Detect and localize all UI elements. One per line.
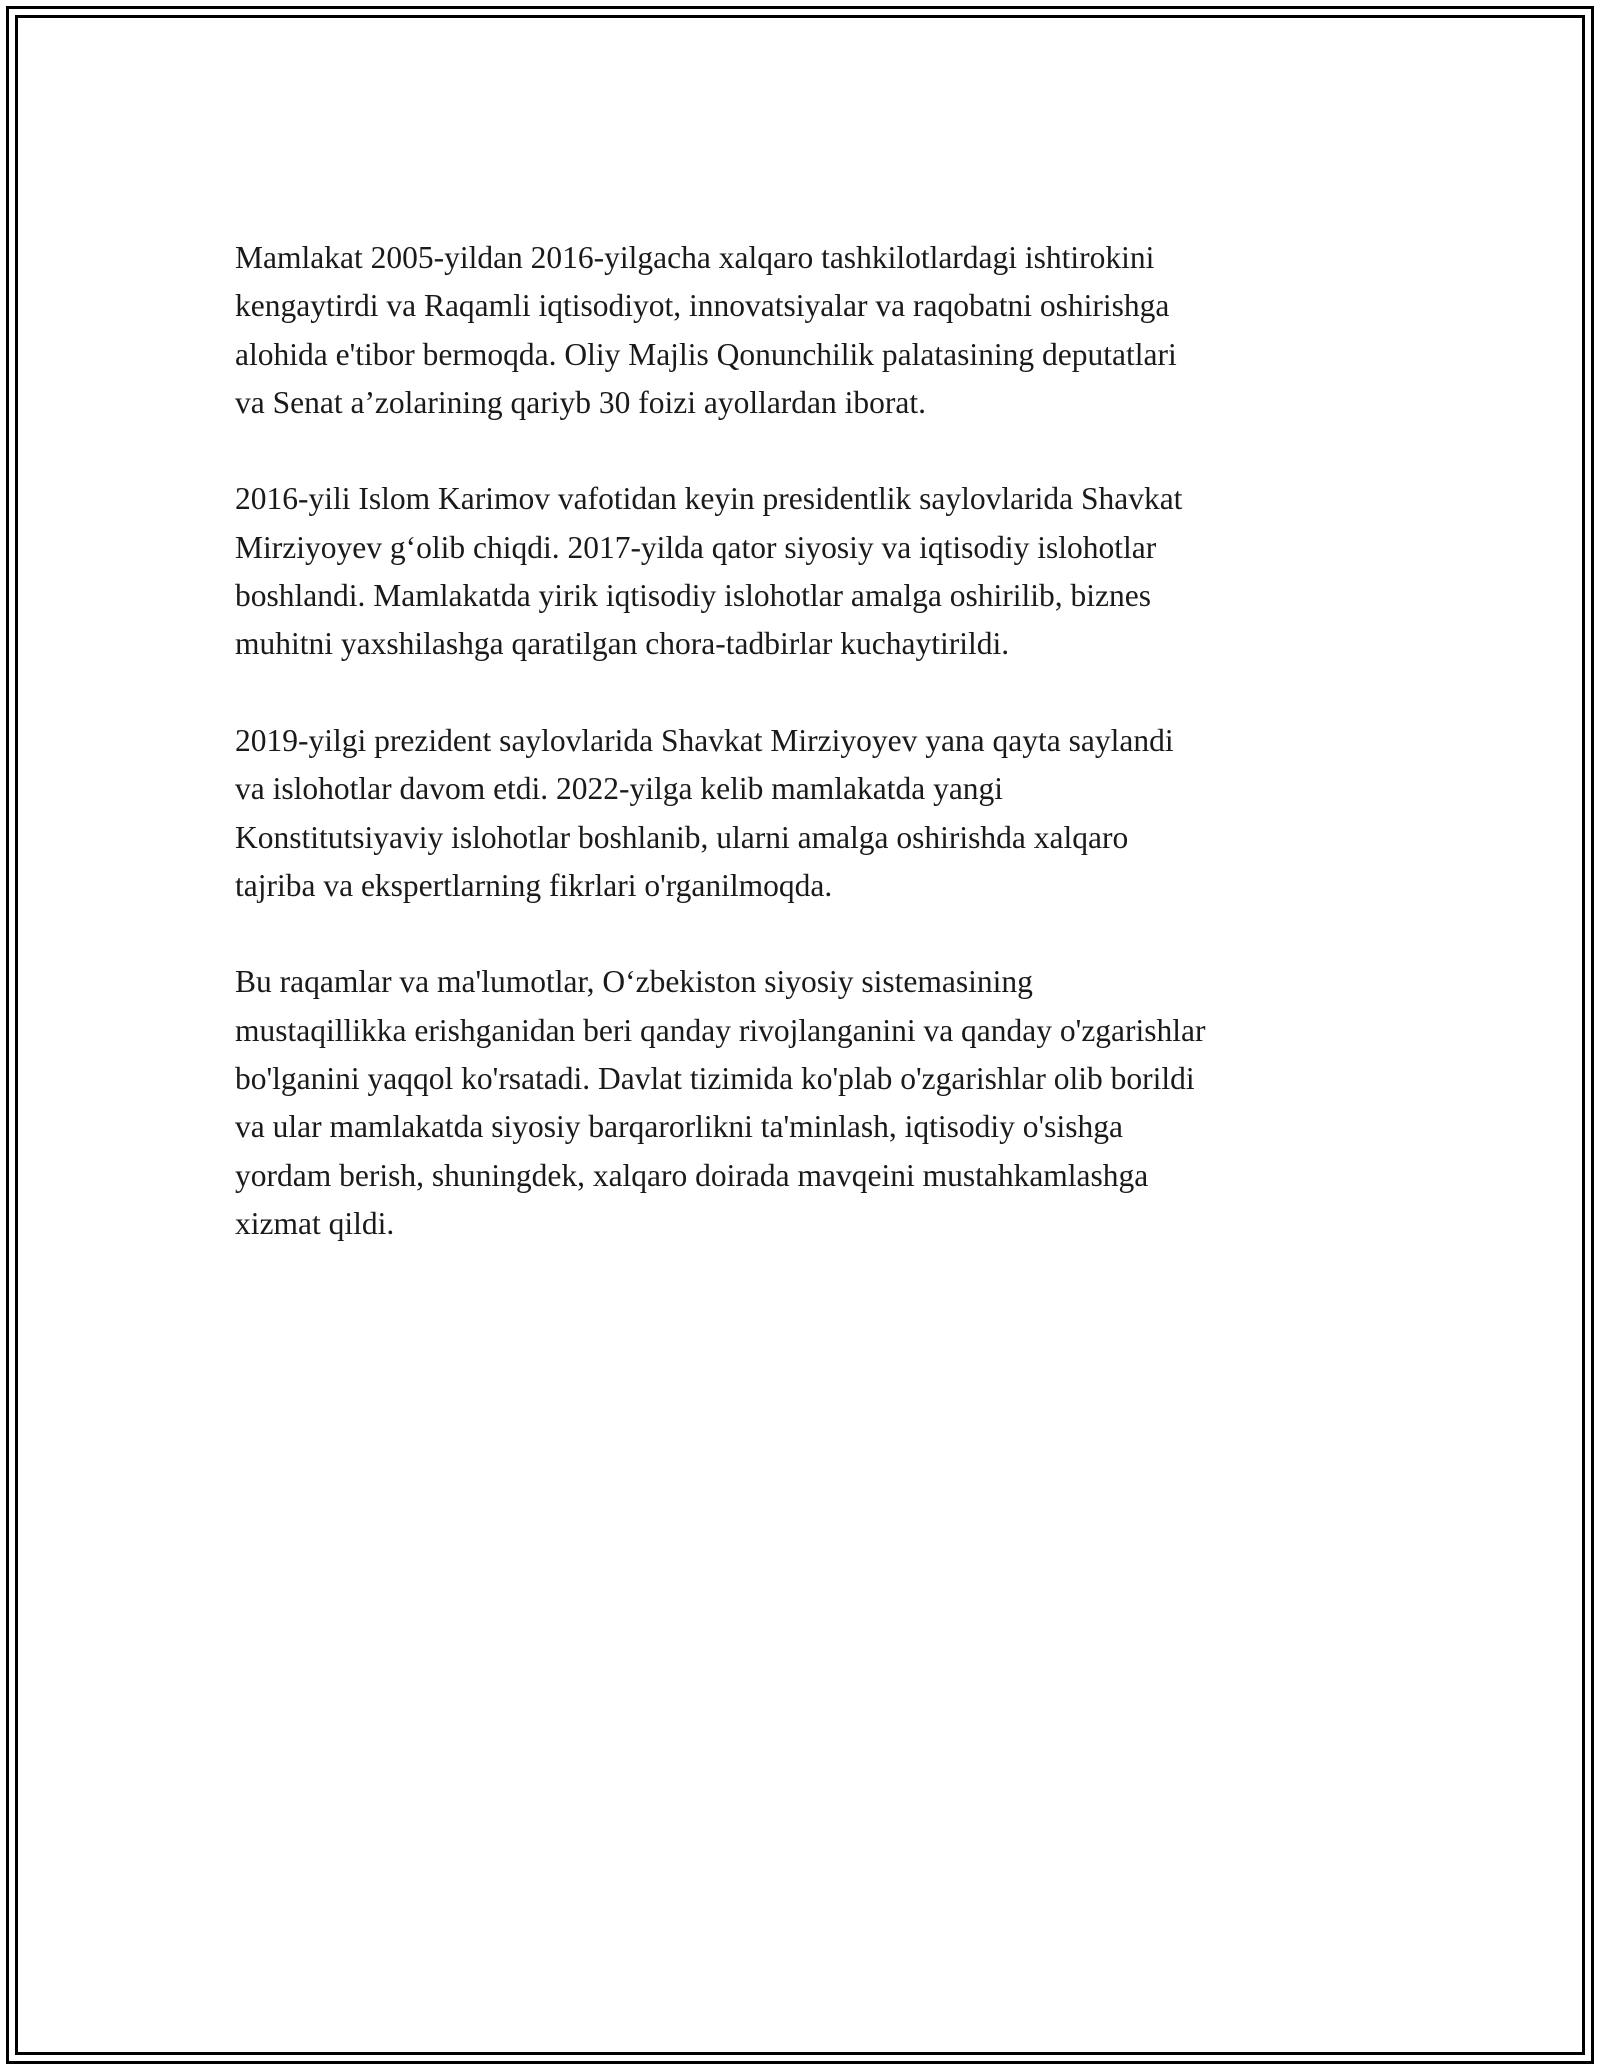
text-line: xizmat qildi.	[235, 1205, 395, 1241]
text-line: Mirziyoyev g‘olib chiqdi. 2017-yilda qator siyosiy va iqtisodiy islohotlar	[235, 529, 1157, 565]
text-line: va ular mamlakatda siyosiy barqarorlikni ta'minlash, iqtisodiy o'sishga	[235, 1109, 1123, 1145]
text-line: tajriba va ekspertlarning fikrlari o'rganilmoqda.	[235, 867, 833, 903]
text-line: yordam berish, shuningdek, xalqaro doirada mavqeini mustahkamlashga	[235, 1157, 1149, 1193]
text-line: va islohotlar davom etdi. 2022-yilga kelib mamlakatda yangi	[235, 771, 1004, 807]
text-line: alohida e'tibor bermoqda. Oliy Majlis Qonunchilik palatasining deputatlari	[235, 336, 1177, 372]
text-line: kengaytirdi va Raqamli iqtisodiyot, innovatsiyalar va raqobatni oshirishga	[235, 288, 1170, 324]
paragraph-1	[235, 234, 1375, 427]
document-body	[235, 234, 1375, 1297]
text-line: 2019-yilgi prezident saylovlarida Shavkat Mirziyoyev yana qayta saylandi	[235, 722, 1174, 758]
text-line: mustaqillikka erishganidan beri qanday rivojlanganini va qanday o'zgarishlar	[235, 1012, 1206, 1048]
text-line: Mamlakat 2005-yildan 2016-yilgacha xalqaro tashkilotlardagi ishtirokini	[235, 240, 1155, 275]
text-line: va Senat a’zolarining qariyb 30 foizi ayollardan iborat.	[235, 384, 927, 420]
paragraph-4	[235, 958, 1375, 1248]
text-line: 2016-yili Islom Karimov vafotidan keyin presidentlik saylovlarida Shavkat	[235, 481, 1183, 517]
paragraph-3	[235, 717, 1375, 910]
text-line: muhitni yaxshilashga qaratilgan chora-tadbirlar kuchaytirildi.	[235, 626, 1010, 662]
text-line: bo'lganini yaqqol ko'rsatadi. Davlat tizimida ko'plab o'zgarishlar olib borildi	[235, 1061, 1195, 1097]
paragraph-2	[235, 475, 1375, 668]
text-line: boshlandi. Mamlakatda yirik iqtisodiy islohotlar amalga oshirilib, biznes	[235, 578, 1151, 614]
text-line: Konstitutsiyaviy islohotlar boshlanib, ularni amalga oshirishda xalqaro	[235, 819, 1129, 855]
text-line: Bu raqamlar va ma'lumotlar, O‘zbekiston siyosiy sistemasining	[235, 964, 1033, 1000]
